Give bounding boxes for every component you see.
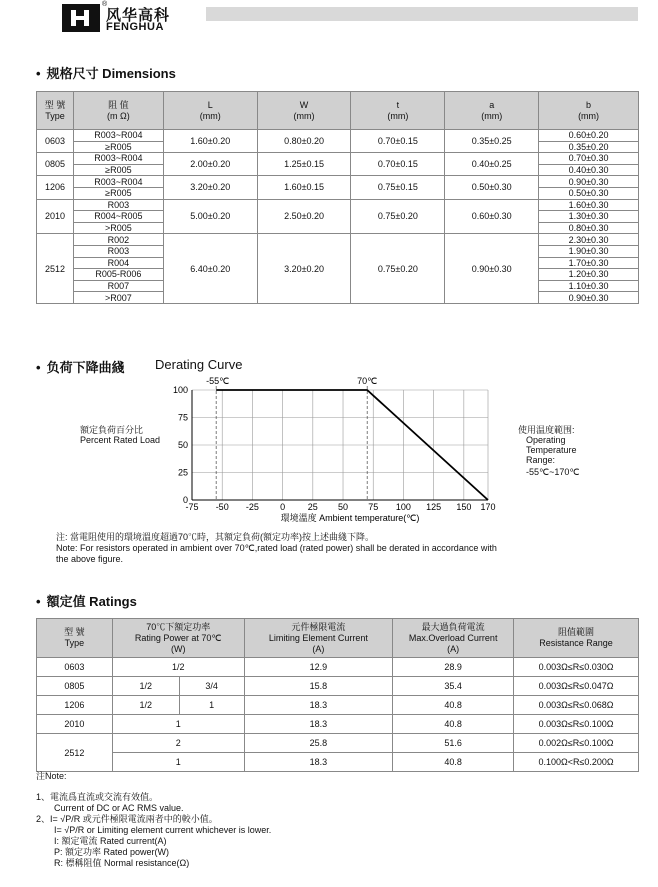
cell-resistance: R003~R004 bbox=[73, 130, 163, 142]
cell-resistance: R007 bbox=[73, 280, 163, 292]
cell-power: 1 bbox=[112, 715, 244, 734]
cell-b: 0.90±0.30 bbox=[539, 176, 639, 188]
cell-resistance: R005-R006 bbox=[73, 269, 163, 281]
ratings-table bbox=[36, 618, 639, 772]
cell-b: 1.10±0.30 bbox=[539, 280, 639, 292]
cell-b: 0.40±0.30 bbox=[539, 164, 639, 176]
cell-L: 1.60±0.20 bbox=[163, 130, 257, 153]
fenghua-logo-icon bbox=[62, 4, 100, 32]
cell-b: 1.60±0.30 bbox=[539, 199, 639, 211]
cell-limit: 15.8 bbox=[244, 677, 393, 696]
table-row bbox=[37, 753, 639, 772]
cell-limit: 18.3 bbox=[244, 696, 393, 715]
cell-resistance: >R007 bbox=[73, 292, 163, 304]
ratings-title: • 額定值 Ratings bbox=[36, 594, 137, 609]
header-W: W (mm) bbox=[257, 92, 351, 130]
brand-name-cn: 风华高科 bbox=[106, 7, 171, 24]
range-title-en-2: Temperature bbox=[526, 445, 577, 455]
range-value: -55℃~170℃ bbox=[526, 467, 580, 477]
x-tick-label: 25 bbox=[307, 502, 318, 512]
y-tick-label: 0 bbox=[182, 495, 188, 505]
ratings-notes: 注Note: 1、電流爲直流或交流有效值。 Current of DC or AC RMS value. 2、I= √P/R 或元件極限電流兩者中的較小值。 I= √P/R or Limiting element current whichever is lower. I: 額定電流 Rated current(A) P: 額定功率 Rated power(W) R: 標稱阻值 Normal resistance(Ω) bbox=[36, 771, 272, 868]
cell-W: 0.80±0.20 bbox=[257, 130, 351, 153]
cell-L: 2.00±0.20 bbox=[163, 153, 257, 176]
cell-limit: 12.9 bbox=[244, 658, 393, 677]
cell-resistance: R002 bbox=[73, 234, 163, 246]
table-row bbox=[37, 153, 639, 165]
cell-a: 0.40±0.25 bbox=[445, 153, 539, 176]
cell-range: 0.003Ω≤R≤0.047Ω bbox=[514, 677, 639, 696]
x-tick-label: 0 bbox=[280, 502, 286, 512]
cell-type: 2010 bbox=[37, 715, 113, 734]
cell-resistance: R004~R005 bbox=[73, 211, 163, 223]
x-tick-label: 125 bbox=[426, 502, 442, 512]
x-tick-label: -75 bbox=[185, 502, 199, 512]
bullet-icon: • bbox=[36, 66, 41, 81]
cell-type: 0603 bbox=[37, 658, 113, 677]
cell-range: 0.003Ω≤R≤0.030Ω bbox=[514, 658, 639, 677]
table-row bbox=[37, 677, 639, 696]
cell-W: 1.60±0.15 bbox=[257, 176, 351, 199]
ratings-header-range: 阻值範圍 Resistance Range bbox=[514, 619, 639, 658]
cell-resistance: R003 bbox=[73, 199, 163, 211]
cell-resistance: ≥R005 bbox=[73, 141, 163, 153]
cell-b: 0.60±0.20 bbox=[539, 130, 639, 142]
cell-type: 0805 bbox=[37, 153, 74, 176]
range-title-en-1: Operating bbox=[526, 435, 566, 445]
table-row bbox=[37, 734, 639, 753]
cell-range: 0.003Ω≤R≤0.100Ω bbox=[514, 715, 639, 734]
cell-t: 0.75±0.20 bbox=[351, 234, 445, 304]
cell-type: 1206 bbox=[37, 696, 113, 715]
registered-mark: ® bbox=[102, 1, 108, 8]
cell-range: 0.002Ω≤R≤0.100Ω bbox=[514, 734, 639, 753]
cell-power: 2 bbox=[112, 734, 244, 753]
derating-chart bbox=[150, 372, 510, 532]
table-row bbox=[37, 696, 639, 715]
header-b: b (mm) bbox=[539, 92, 639, 130]
table-row bbox=[37, 234, 639, 246]
cell-limit: 18.3 bbox=[244, 715, 393, 734]
cell-overload: 51.6 bbox=[393, 734, 514, 753]
ratings-header-limit: 元件極限電流 Limiting Element Current (A) bbox=[244, 619, 393, 658]
cell-limit: 18.3 bbox=[244, 753, 393, 772]
x-tick-label: 75 bbox=[368, 502, 379, 512]
brand-name-en: FENGHUA bbox=[106, 21, 164, 33]
x-tick-label: -50 bbox=[215, 502, 229, 512]
cell-resistance: ≥R005 bbox=[73, 164, 163, 176]
operating-range-block bbox=[518, 425, 580, 477]
cell-W: 2.50±0.20 bbox=[257, 199, 351, 234]
cell-b: 0.35±0.20 bbox=[539, 141, 639, 153]
cell-L: 3.20±0.20 bbox=[163, 176, 257, 199]
marker-label-low: -55℃ bbox=[206, 376, 230, 386]
y-tick-label: 25 bbox=[177, 467, 188, 478]
x-tick-label: 50 bbox=[338, 502, 349, 512]
cell-overload: 35.4 bbox=[393, 677, 514, 696]
cell-a: 0.60±0.30 bbox=[445, 199, 539, 234]
cell-t: 0.70±0.15 bbox=[351, 153, 445, 176]
cell-power: 3/4 bbox=[179, 677, 244, 696]
cell-a: 0.50±0.30 bbox=[445, 176, 539, 199]
cell-b: 1.90±0.30 bbox=[539, 245, 639, 257]
cell-power: 1/2 bbox=[112, 696, 179, 715]
cell-type: 2512 bbox=[37, 734, 113, 772]
cell-type: 1206 bbox=[37, 176, 74, 199]
cell-a: 0.90±0.30 bbox=[445, 234, 539, 304]
cell-range: 0.003Ω≤R≤0.068Ω bbox=[514, 696, 639, 715]
table-row bbox=[37, 130, 639, 142]
x-tick-label: 170 bbox=[480, 502, 496, 512]
cell-resistance: R003 bbox=[73, 245, 163, 257]
cell-t: 0.75±0.20 bbox=[351, 199, 445, 234]
derating-note: 注: 當電阻使用的環境溫度超過70℃時，其額定負荷(額定功率)按上述曲綫下降。 Note: For resistors operated in ambient over 70℃,rated load (rated power) shall be derated in accordance with the above figure. bbox=[56, 532, 497, 564]
derating-title: • 负荷下降曲綫 bbox=[36, 360, 125, 375]
cell-resistance: R003~R004 bbox=[73, 176, 163, 188]
x-tick-label: -25 bbox=[245, 502, 259, 512]
header-resistance: 阻 值 (m Ω) bbox=[73, 92, 163, 130]
cell-type: 2512 bbox=[37, 234, 74, 304]
cell-resistance: R003~R004 bbox=[73, 153, 163, 165]
bullet-icon: • bbox=[36, 594, 41, 609]
cell-type: 0603 bbox=[37, 130, 74, 153]
cell-a: 0.35±0.25 bbox=[445, 130, 539, 153]
dimensions-title: • 规格尺寸 Dimensions bbox=[36, 66, 176, 81]
header-type: 型 號 Type bbox=[37, 92, 74, 130]
dimensions-table bbox=[36, 91, 639, 304]
table-row bbox=[37, 176, 639, 188]
ratings-header-type: 型 號 Type bbox=[37, 619, 113, 658]
cell-overload: 40.8 bbox=[393, 696, 514, 715]
x-tick-label: 150 bbox=[456, 502, 472, 512]
cell-W: 3.20±0.20 bbox=[257, 234, 351, 304]
cell-resistance: R004 bbox=[73, 257, 163, 269]
cell-overload: 40.8 bbox=[393, 753, 514, 772]
y-tick-label: 100 bbox=[172, 385, 188, 395]
cell-overload: 28.9 bbox=[393, 658, 514, 677]
cell-power: 1 bbox=[112, 753, 244, 772]
cell-b: 1.30±0.30 bbox=[539, 211, 639, 223]
x-axis-label: 環境溫度 Ambient temperature(℃) bbox=[280, 513, 420, 523]
header-bar bbox=[206, 7, 638, 21]
cell-resistance: ≥R005 bbox=[73, 187, 163, 199]
cell-t: 0.70±0.15 bbox=[351, 130, 445, 153]
cell-b: 1.70±0.30 bbox=[539, 257, 639, 269]
cell-power: 1/2 bbox=[112, 658, 244, 677]
cell-b: 0.80±0.30 bbox=[539, 222, 639, 234]
cell-limit: 25.8 bbox=[244, 734, 393, 753]
cell-power: 1/2 bbox=[112, 677, 179, 696]
cell-t: 0.75±0.15 bbox=[351, 176, 445, 199]
ratings-header-power: 70℃下額定功率 Rating Power at 70℃ (W) bbox=[112, 619, 244, 658]
cell-range: 0.100Ω<R≤0.200Ω bbox=[514, 753, 639, 772]
y-tick-label: 50 bbox=[177, 440, 188, 450]
cell-power: 1 bbox=[179, 696, 244, 715]
marker-label-high: 70℃ bbox=[357, 376, 378, 386]
cell-W: 1.25±0.15 bbox=[257, 153, 351, 176]
cell-b: 0.90±0.30 bbox=[539, 292, 639, 304]
ratings-header-overload: 最大過負荷電流 Max.Overload Current (A) bbox=[393, 619, 514, 658]
table-row bbox=[37, 199, 639, 211]
cell-type: 2010 bbox=[37, 199, 74, 234]
cell-resistance: >R005 bbox=[73, 222, 163, 234]
header-a: a (mm) bbox=[445, 92, 539, 130]
cell-b: 0.70±0.30 bbox=[539, 153, 639, 165]
range-title-en-3: Range: bbox=[526, 455, 556, 465]
table-row bbox=[37, 715, 639, 734]
cell-b: 0.50±0.30 bbox=[539, 187, 639, 199]
cell-overload: 40.8 bbox=[393, 715, 514, 734]
header-L: L (mm) bbox=[163, 92, 257, 130]
cell-b: 1.20±0.30 bbox=[539, 269, 639, 281]
derating-title-en: Derating Curve bbox=[155, 357, 243, 372]
cell-L: 6.40±0.20 bbox=[163, 234, 257, 304]
y-tick-label: 75 bbox=[177, 412, 188, 423]
cell-type: 0805 bbox=[37, 677, 113, 696]
y-axis-label: 額定負荷百分比 Percent Rated Load bbox=[80, 425, 161, 445]
cell-b: 2.30±0.30 bbox=[539, 234, 639, 246]
bullet-icon: • bbox=[36, 360, 41, 375]
header-t: t (mm) bbox=[351, 92, 445, 130]
cell-L: 5.00±0.20 bbox=[163, 199, 257, 234]
table-row bbox=[37, 658, 639, 677]
x-tick-label: 100 bbox=[395, 502, 411, 512]
range-title-cn: 使用温度範围: bbox=[518, 425, 575, 435]
